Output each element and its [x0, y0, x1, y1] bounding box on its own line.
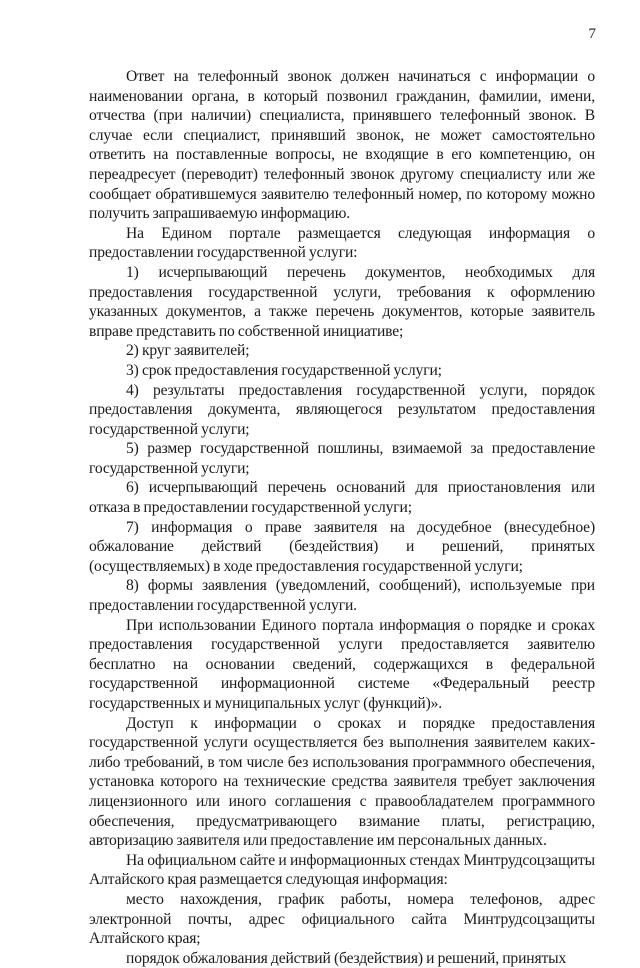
document-body [89, 67, 595, 968]
list-item-7: 7) информация о праве заявителя на досудебное (внесудебное) обжалование действий (бездействия) и решений, принятых (осуществляемых) в ходе предоставления государственной услуги; [89, 518, 595, 575]
list-item-2: 2) круг заявителей; [126, 342, 250, 360]
list-item-6: 6) исчерпывающий перечень оснований для приостановления или отказа в предоставлении государственной услуги; [89, 479, 595, 517]
list-item-1: 1) исчерпывающий перечень документов, необходимых для предоставления государственной услуги, требования к оформлению указанных документов, а также перечень документов, которые заявитель вправе представить по собственной инициативе; [89, 263, 595, 340]
paragraph-portal-free: При использовании Единого портала информация о порядке и сроках предоставления государственной услуги предоставляется заявителю бесплатно на основании сведений, содержащихся в федеральной государственной информационной системе «Федеральный реестр государственных и муниципальных услуг (функций)». [89, 616, 595, 712]
paragraph-portal-info: На Едином портале размещается следующая информация о предоставлении государственной услуги: [89, 224, 595, 262]
list-item-4: 4) результаты предоставления государственной услуги, порядок предоставления документа, являющегося результатом предоставления государственной услуги; [89, 381, 595, 438]
paragraph-official-site: На официальном сайте и информационных стендах Минтрудсоцзащиты Алтайского края размещается следующая информация: [89, 851, 595, 889]
list-item-8: 8) формы заявления (уведомлений, сообщений), используемые при предоставлении государственной услуги. [89, 577, 595, 615]
paragraph-phone-answer: Ответ на телефонный звонок должен начинаться с информации о наименовании органа, в который позвонил гражданин, фамилии, имени, отчества (при наличии) специалиста, принявшего телефонный звонок. В случае если специалист, принявший звонок, не может самостоятельно ответить на поставленные вопросы, не входящие в его компетенцию, он переадресует (переводит) телефонный звонок другому специалисту или же сообщает обратившемуся заявителю телефонный номер, по которому можно получить запрашиваемую информацию. [89, 68, 595, 223]
paragraph-access: Доступ к информации о сроках и порядке предоставления государственной услуги осуществляется без выполнения заявителем каких-либо требований, в том числе без использования программного обеспечения, установка которого на технические средства заявителя требует заключения лицензионного или иного соглашения с правообладателем программного обеспечения, предусматривающего взимание платы, регистрацию, авторизацию заявителя или предоставление им персональных данных. [89, 714, 595, 850]
list-item-5: 5) размер государственной пошлины, взимаемой за предоставление государственной услуги; [89, 440, 595, 477]
list-item-3: 3) срок предоставления государственной услуги; [126, 361, 442, 379]
page-number: 7 [588, 26, 596, 42]
paragraph-location: место нахождения, график работы, номера телефонов, адрес электронной почты, адрес официального сайта Минтрудсоцзащиты Алтайского края; [89, 890, 595, 948]
paragraph-appeal: порядок обжалования действий (бездействия) и решений, принятых [126, 949, 567, 967]
